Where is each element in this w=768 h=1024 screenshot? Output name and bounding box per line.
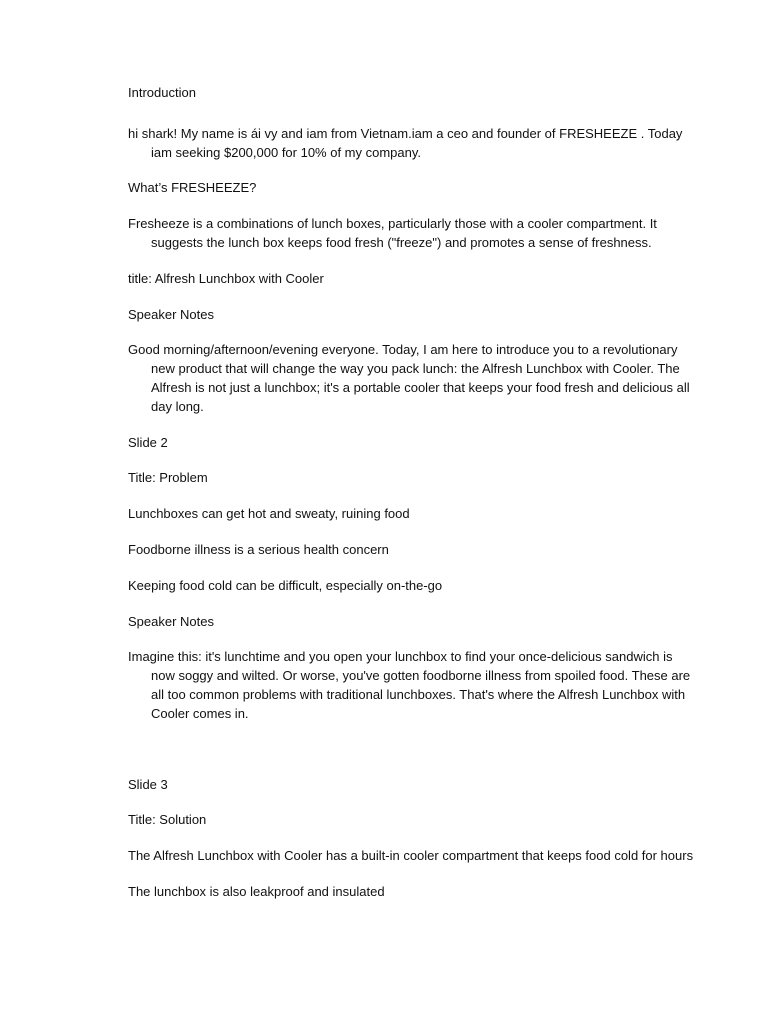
problem-point-1: Lunchboxes can get hot and sweaty, ruining food (128, 506, 410, 522)
title-line-slide-2: Title: Problem (128, 470, 208, 486)
problem-point-3: Keeping food cold can be difficult, especially on-the-go (128, 577, 443, 593)
speaker-notes-text-2: Imagine this: it's lunchtime and you open your lunchbox to find your once-delicious sandwich is now soggy and wilted. Or worse, you've gotten foodborne illness from spoiled food. These are all too common problems with traditional lunchboxes. That's where the Alfresh Lunchbox with Cooler comes in. (128, 649, 691, 721)
intro-paragraph: hi shark! My name is ái vy and iam from Vietnam.iam a ceo and founder of FRESHEEZE . Today iam seeking $200,000 for 10% of my company. (128, 125, 683, 160)
heading-introduction: Introduction (128, 85, 196, 100)
solution-point-2: The lunchbox is also leakproof and insulated (128, 883, 385, 899)
slide-3-label: Slide 3 (128, 776, 168, 792)
speaker-notes-label-1: Speaker Notes (128, 306, 214, 322)
title-line-slide-1: title: Alfresh Lunchbox with Cooler (128, 270, 324, 286)
fresheeze-description: Fresheeze is a combinations of lunch boxes, particularly those with a cooler compartment. It suggests the lunch box keeps food fresh ("freeze") and promotes a sense of freshness. (128, 216, 657, 250)
solution-point-1: The Alfresh Lunchbox with Cooler has a built-in cooler compartment that keeps food cold for hours (128, 848, 694, 864)
title-line-slide-3: Title: Solution (128, 812, 207, 828)
heading-whats-fresheeze: What’s FRESHEEZE? (128, 180, 257, 196)
speaker-notes-text-1: Good morning/afternoon/evening everyone. Today, I am here to introduce you to a revolutionary new product that will change the way you pack lunch: the Alfresh Lunchbox with Cooler. The Alfresh is not just a lunchbox; it's a portable cooler that keeps your food fresh and delicious all day long. (128, 342, 690, 414)
document-page (128, 84, 698, 902)
problem-point-2: Foodborne illness is a serious health concern (128, 541, 389, 557)
slide-2-label: Slide 2 (128, 434, 168, 450)
speaker-notes-label-2: Speaker Notes (128, 613, 214, 629)
